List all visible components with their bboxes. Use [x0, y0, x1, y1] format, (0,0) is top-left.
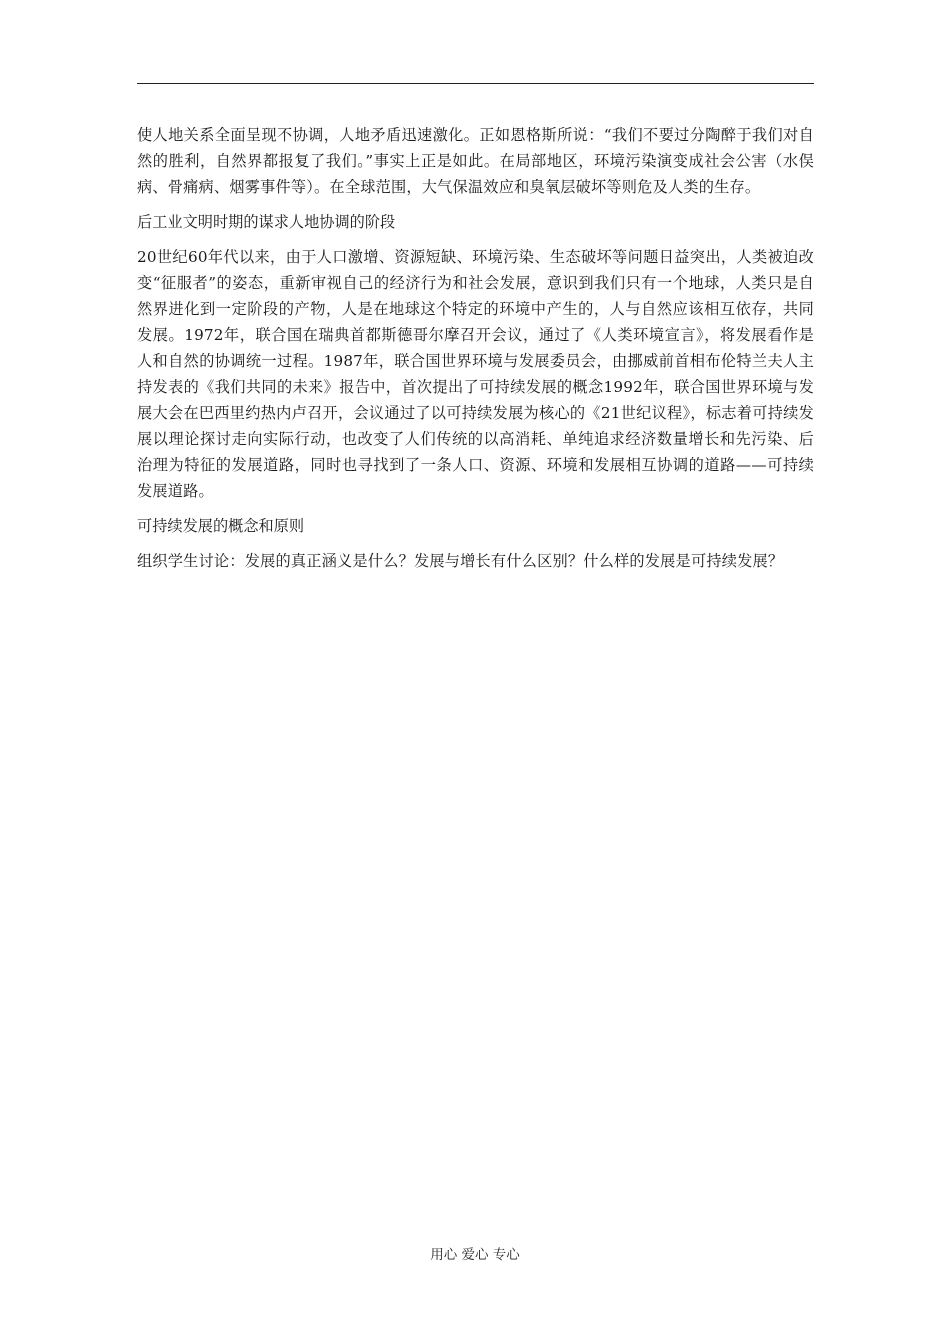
header-rule — [137, 83, 814, 84]
paragraph-discussion-prompt: 组织学生讨论：发展的真正涵义是什么？发展与增长有什么区别？什么样的发展是可持续发展？ — [137, 552, 784, 570]
document-body — [137, 122, 814, 583]
page-footer: 用心 爱心 专心 — [430, 1247, 520, 1263]
section-heading-post-industrial: 后工业文明时期的谋求人地协调的阶段 — [137, 213, 396, 231]
section-heading-sustainable-concept: 可持续发展的概念和原则 — [137, 517, 305, 535]
paragraph-human-land-conflict: 使人地关系全面呈现不协调，人地矛盾迅速激化。正如恩格斯所说：“我们不要过分陶醉于我们对自然的胜利，自然界都报复了我们。”事实上正是如此。在局部地区，环境污染演变成社会公害（水俣病、骨痛病、烟雾事件等）。在全球范围，大气保温效应和臭氧层破坏等则危及人类的生存。 — [137, 126, 814, 196]
paragraph-sustainable-history: 20世纪60年代以来，由于人口激增、资源短缺、环境污染、生态破坏等问题日益突出，人类被迫改变“征服者”的姿态，重新审视自己的经济行为和社会发展，意识到我们只有一个地球，人类只是自然界进化到一定阶段的产物，人是在地球这个特定的环境中产生的，人与自然应该相互依存，共同发展。1972年，联合国在瑞典首都斯德哥尔摩召开会议，通过了《人类环境宣言》，将发展看作是人和自然的协调统一过程。1987年，联合国世界环境与发展委员会，由挪威前首相布伦特兰夫人主持发表的《我们共同的未来》报告中，首次提出了可持续发展的概念1992年，联合国世界环境与发展大会在巴西里约热内卢召开，会议通过了以可持续发展为核心的《21世纪议程》，标志着可持续发展以理论探讨走向实际行动，也改变了人们传统的以高消耗、单纯追求经济数量增长和先污染、后治理为特征的发展道路，同时也寻找到了一条人口、资源、环境和发展相互协调的道路——可持续发展道路。 — [137, 248, 814, 500]
